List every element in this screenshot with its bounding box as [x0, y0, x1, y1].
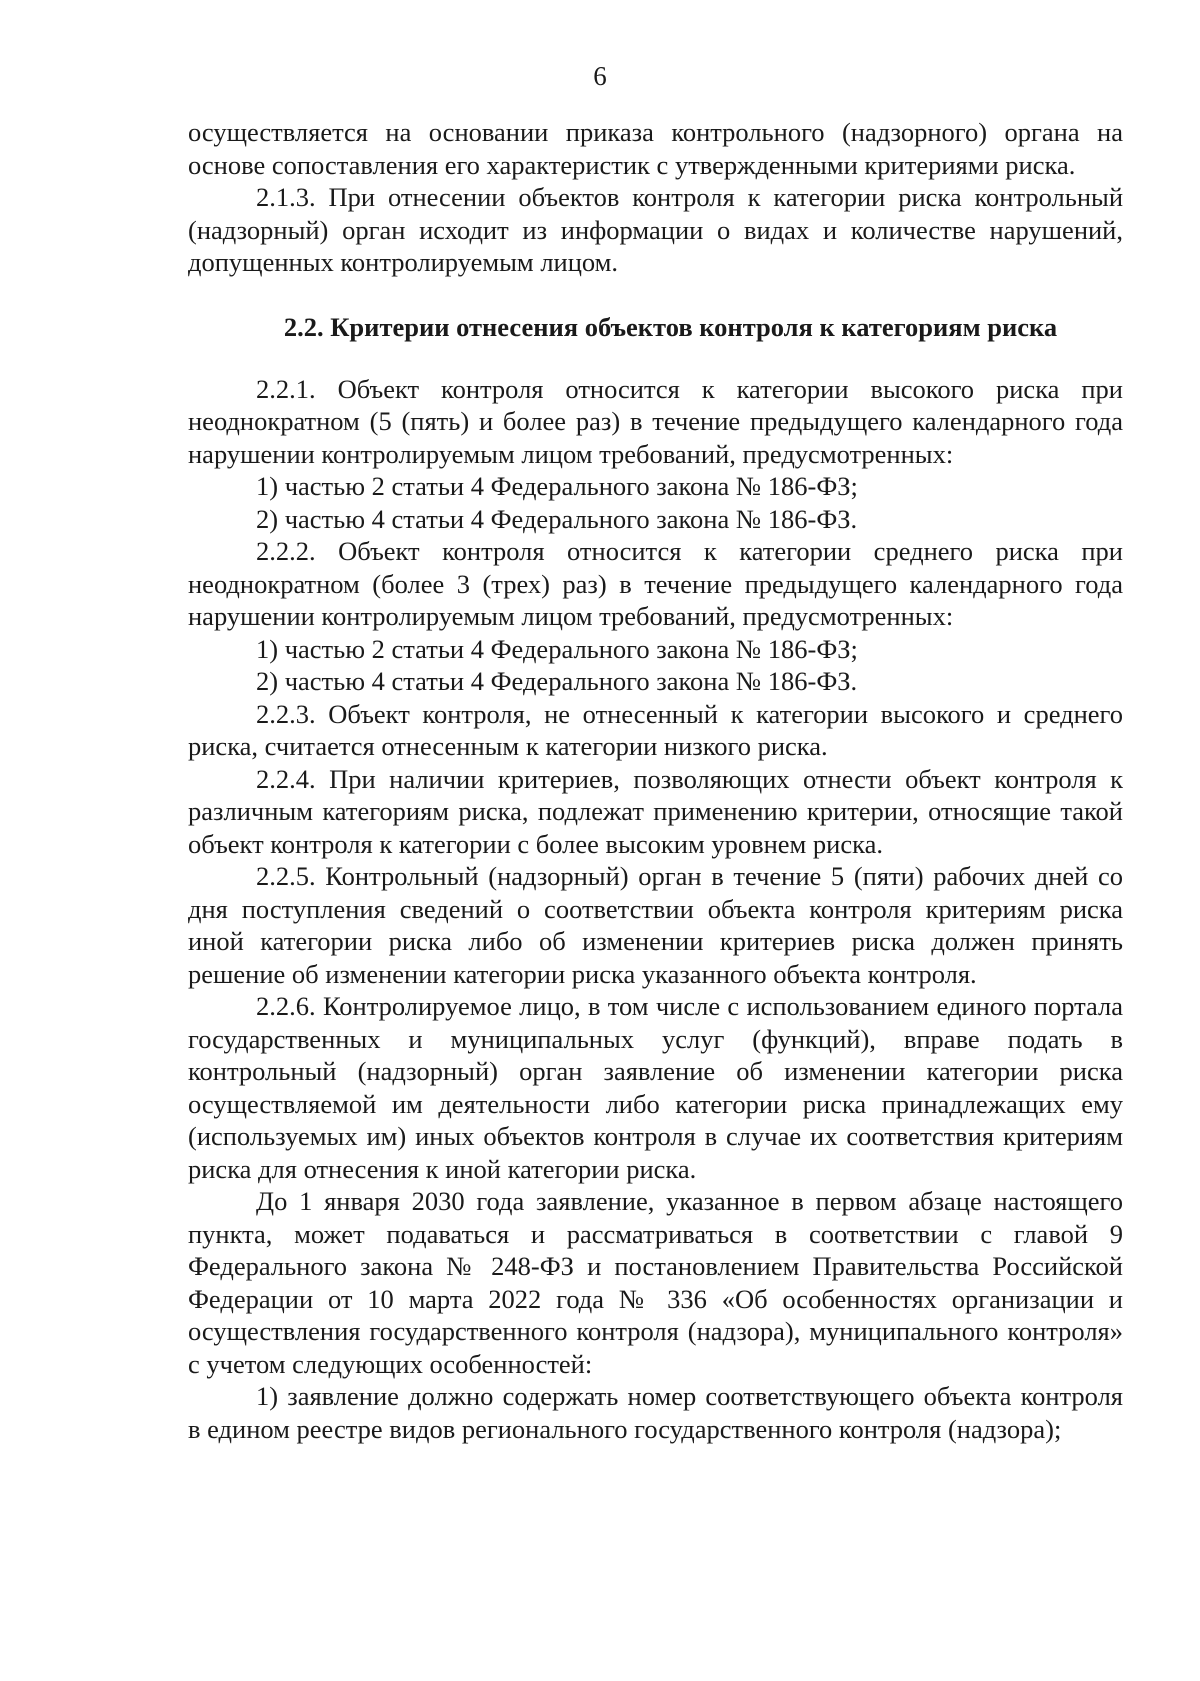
paragraph-final-item: 1) заявление должно содержать номер соответствующего объекта контроля в едином реестре видов регионального государственного контроля (надзора);	[188, 1381, 1123, 1444]
list-item: 2) частью 4 статьи 4 Федерального закона № 186-ФЗ.	[256, 666, 858, 696]
list-item: 2) частью 4 статьи 4 Федерального закона № 186-ФЗ.	[256, 503, 858, 534]
paragraph-2-1-3: 2.1.3. При отнесении объектов контроля к категории риска контрольный (надзорный) орган исходит из информации о видах и количестве нарушений, допущенных контролируемым лицом.	[188, 182, 1123, 277]
document-body	[188, 116, 1123, 1445]
paragraph-2-2-1: 2.2.1. Объект контроля относится к категории высокого риска при неоднократном (5 (пять) и более раз) в течение предыдущего календарного года нарушении контролируемым лицом требований, предусмотренных:	[188, 373, 1123, 469]
paragraph-2-2-5: 2.2.5. Контрольный (надзорный) орган в течение 5 (пяти) рабочих дней со дня поступления сведений о соответствии объекта контроля критериям риска иной категории риска либо об изменении критериев риска должен принять решение об изменении категории риска указанного объекта контроля.	[188, 861, 1123, 989]
paragraph-2-2-6: 2.2.6. Контролируемое лицо, в том числе с использованием единого портала государственных и муниципальных услуг (функций), вправе подать в контрольный (надзорный) орган заявление об изменении категории риска осуществляемой им деятельности либо категории риска принадлежащих ему (используемых им) иных объектов контроля в случае их соответствия критериям риска для отнесения к иной категории риска.	[188, 991, 1123, 1184]
paragraph-2-2-4: 2.2.4. При наличии критериев, позволяющих отнести объект контроля к различным категориям риска, подлежат применению критерии, относящие такой объект контроля к категории с более высоким уровнем риска.	[188, 763, 1123, 859]
section-heading: 2.2. Критерии отнесения объектов контроля к категориям риска	[283, 311, 1058, 342]
paragraph-2-2-3: 2.2.3. Объект контроля, не отнесенный к категории высокого и среднего риска, считается отнесенным к категории низкого риска.	[188, 698, 1123, 761]
page-number: 6	[593, 61, 607, 91]
paragraph-2-2-2: 2.2.2. Объект контроля относится к категории среднего риска при неоднократном (более 3 (трех) раз) в течение предыдущего календарного года нарушении контролируемым лицом требований, предусмотренных:	[188, 536, 1123, 631]
list-item: 1) частью 2 статьи 4 Федерального закона № 186-ФЗ;	[256, 471, 858, 501]
list-item: 1) частью 2 статьи 4 Федерального закона № 186-ФЗ;	[256, 633, 858, 664]
paragraph-2030: До 1 января 2030 года заявление, указанное в первом абзаце настоящего пункта, может подаваться и рассматриваться в соответствии с главой 9 Федерального закона № 248-ФЗ и постановлением Правительства Российской Федерации от 10 марта 2022 года № 336 «Об особенностях организации и осуществления государственного контроля (надзора), муниципального контроля» с учетом следующих особенностей:	[188, 1186, 1123, 1379]
paragraph-continuation: осуществляется на основании приказа контрольного (надзорного) органа на основе сопоставления его характеристик с утвержденными критериями риска.	[188, 117, 1123, 180]
